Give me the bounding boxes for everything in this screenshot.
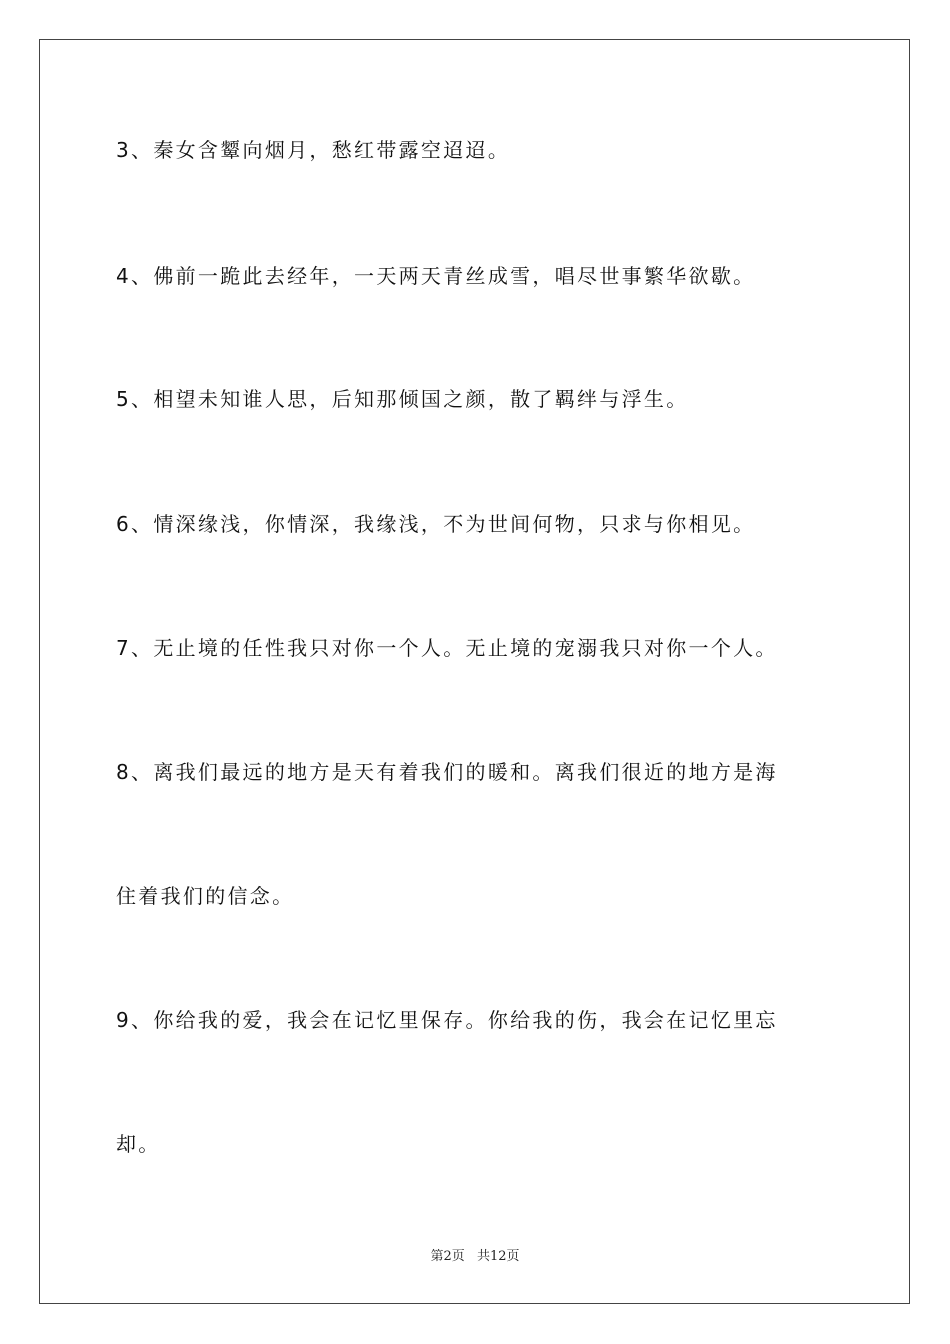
text-line: 5、相望未知谁人思，后知那倾国之颜，散了羁绊与浮生。 <box>116 387 689 411</box>
page-footer <box>0 1248 950 1266</box>
text-line: 却。 <box>116 1132 161 1156</box>
text-line: 7、无止境的任性我只对你一个人。无止境的宠溺我只对你一个人。 <box>116 636 778 660</box>
text-line: 住着我们的信念。 <box>116 884 295 908</box>
text-line: 8、离我们最远的地方是天有着我们的暖和。离我们很近的地方是海 <box>116 760 778 784</box>
text-line: 3、秦女含颦向烟月，愁红带露空迢迢。 <box>116 138 511 162</box>
text-line: 4、佛前一跪此去经年，一天两天青丝成雪，唱尽世事繁华欲歇。 <box>116 264 756 288</box>
text-line: 9、你给我的爱，我会在记忆里保存。你给我的伤，我会在记忆里忘 <box>116 1008 778 1032</box>
text-line: 6、情深缘浅，你情深，我缘浅，不为世间何物，只求与你相见。 <box>116 512 756 536</box>
page-total: 共12页 <box>476 1249 520 1264</box>
page-border <box>39 39 910 1304</box>
page-number: 第2页 <box>430 1249 465 1264</box>
